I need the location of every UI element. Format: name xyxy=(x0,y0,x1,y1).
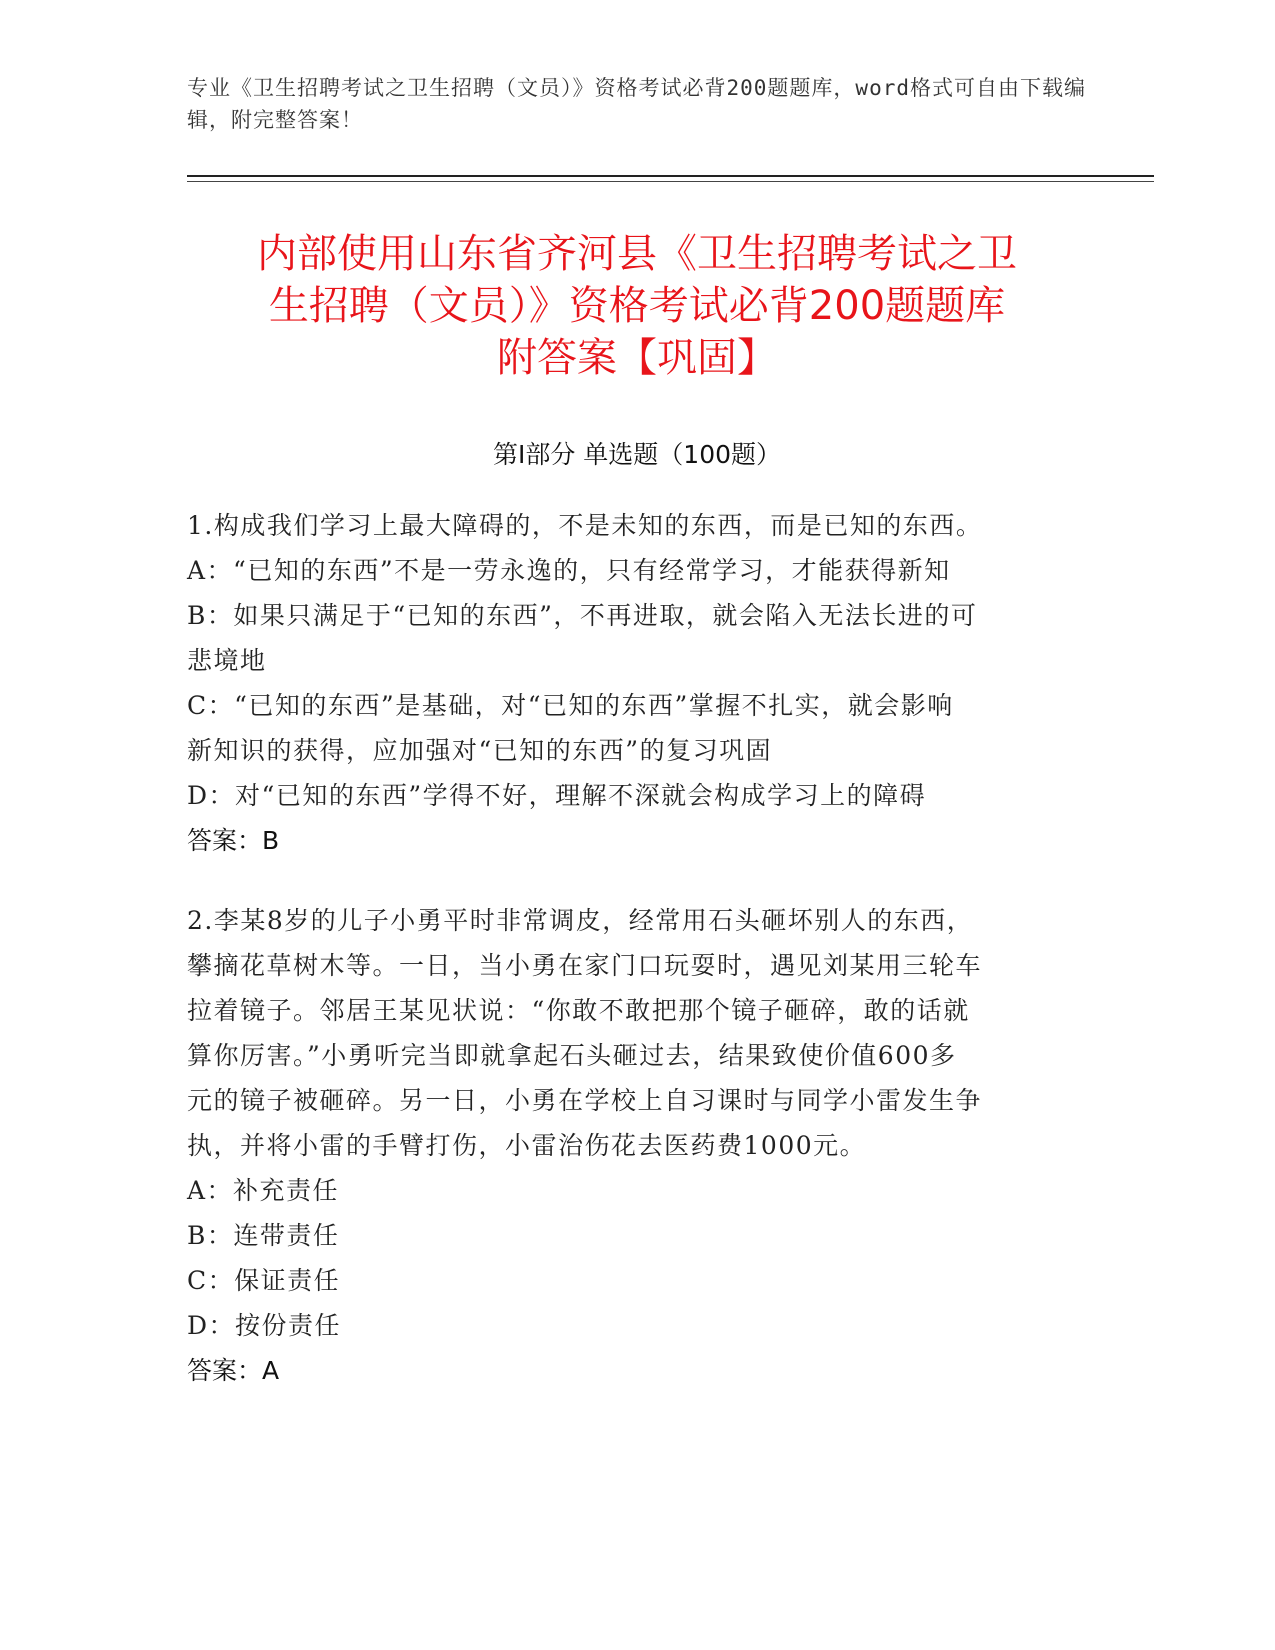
option-b: B：如果只满足于“已知的东西”，不再进取，就会陷入无法长进的可 xyxy=(187,601,978,630)
header-note: 专业《卫生招聘考试之卫生招聘（文员）》资格考试必背200题题库，word格式可自由下载编辑，附完整答案！ xyxy=(187,76,1086,132)
question-stem: 元的镜子被砸碎。另一日，小勇在学校上自习课时与同学小雷发生争 xyxy=(187,1086,983,1115)
header-rule-thin xyxy=(187,181,1154,182)
title-line: 内部使用山东省齐河县《卫生招聘考试之卫 xyxy=(257,231,1017,277)
question-1 xyxy=(187,503,1087,863)
option-c: C：“已知的东西”是基础，对“已知的东西”掌握不扎实，就会影响 xyxy=(187,691,954,720)
title-line: 生招聘（文员）》资格考试必背200题题库 xyxy=(268,283,1006,329)
option-b: B：连带责任 xyxy=(187,1221,340,1250)
question-stem: 算你厉害。”小勇听完当即就拿起石头砸过去，结果致使价值600多 xyxy=(187,1041,957,1070)
question-2 xyxy=(187,898,1087,1393)
option-c-cont: 新知识的获得，应加强对“已知的东西”的复习巩固 xyxy=(187,736,773,765)
option-d: D：对“已知的东西”学得不好，理解不深就会构成学习上的障碍 xyxy=(187,781,927,810)
option-b-cont: 悲境地 xyxy=(187,646,267,675)
question-stem: 1.构成我们学习上最大障碍的，不是未知的东西，而是已知的东西。 xyxy=(187,511,983,540)
option-d: D：按份责任 xyxy=(187,1311,342,1340)
option-a: A：“已知的东西”不是一劳永逸的，只有经常学习，才能获得新知 xyxy=(187,556,951,585)
question-stem: 执，并将小雷的手臂打伤，小雷治伤花去医药费1000元。 xyxy=(187,1131,867,1160)
section-title: 第Ⅰ部分 单选题（100题） xyxy=(492,440,782,469)
option-c: C：保证责任 xyxy=(187,1266,341,1295)
header-rule-thick xyxy=(187,175,1154,177)
document-title xyxy=(187,228,1087,384)
question-stem: 2.李某8岁的儿子小勇平时非常调皮，经常用石头砸坏别人的东西， xyxy=(187,906,974,935)
question-stem: 拉着镜子。邻居王某见状说：“你敢不敢把那个镜子砸碎，敢的话就 xyxy=(187,996,970,1025)
answer: 答案：A xyxy=(187,1356,280,1385)
question-stem: 攀摘花草树木等。一日，当小勇在家门口玩耍时，遇见刘某用三轮车 xyxy=(187,951,983,980)
title-line: 附答案【巩固】 xyxy=(497,335,777,381)
option-a: A：补充责任 xyxy=(187,1176,340,1205)
answer: 答案：B xyxy=(187,826,280,855)
